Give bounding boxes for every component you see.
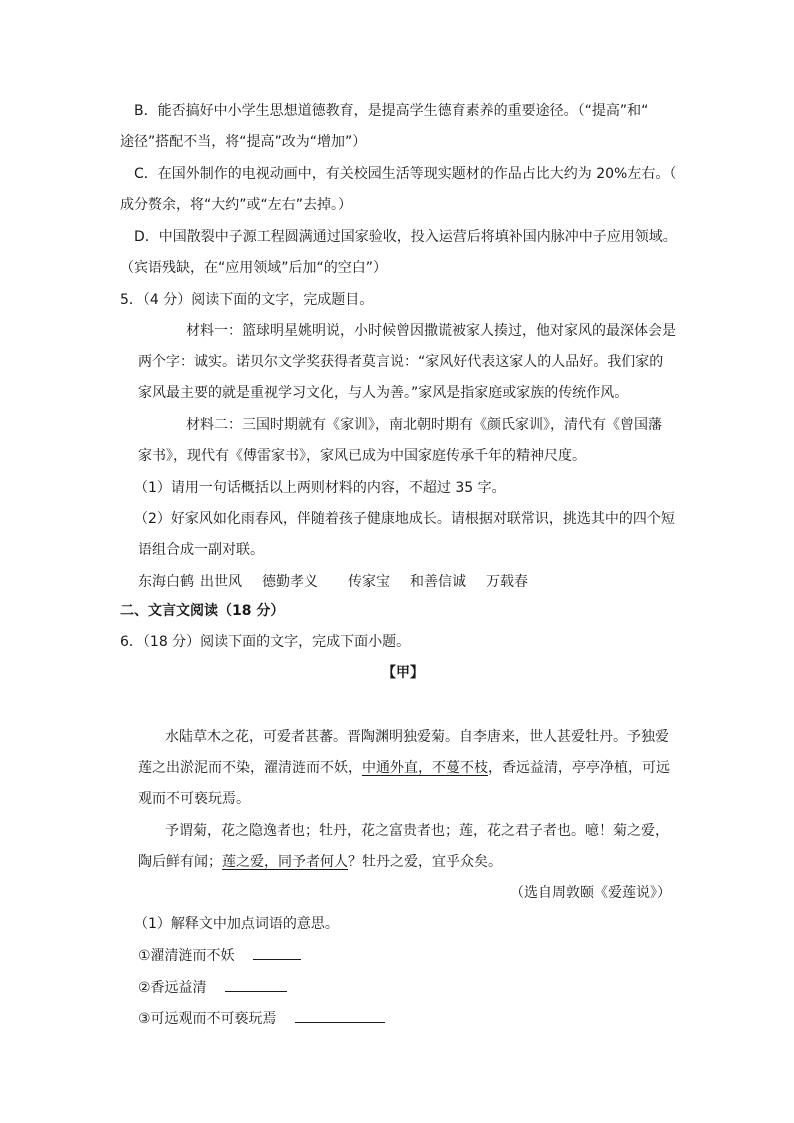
q5-sub1: （1）请用一句话概括以上两则材料的内容，不超过 35 字。: [134, 480, 506, 496]
q5-sub2-line1: （2）好家风如化雨春风，伴随着孩子健康地成长。请根据对联常识，挑选其中的四个短: [134, 511, 675, 527]
phrase-6: 万载春: [486, 574, 528, 590]
q6-item-2-text: ②香远益清: [138, 980, 207, 996]
q6-item-3: [138, 1008, 385, 1029]
q6-item-2: [138, 977, 287, 998]
answer-blank-2[interactable]: [225, 977, 287, 992]
passage-p2-line2-b: ？牡丹之爱，宜乎众矣。: [348, 854, 502, 870]
passage-p2-line2-a: 陶后鲜有闻；: [138, 854, 222, 870]
material-1-line2: 两个字：诚实。诺贝尔文学奖获得者莫言说：“家风好代表这家人的人品好。我们家的: [138, 354, 664, 370]
phrase-4: 传家宝: [348, 574, 390, 590]
passage-p2-line1: 予谓菊，花之隐逸者也；牡丹，花之富贵者也；莲，花之君子者也。噫！菊之爱，: [165, 823, 669, 839]
answer-blank-3[interactable]: [295, 1008, 385, 1023]
material-1-line1: 材料一：篮球明星姚明说，小时候曾因撒谎被家人揍过，他对家风的最深体会是: [186, 323, 676, 339]
passage-p1-line3: 观而不可亵玩焉。: [138, 791, 250, 807]
phrase-1: 东海白鹤: [138, 574, 194, 590]
passage-jia-label: 【甲】: [382, 665, 424, 681]
q6-item-1: [138, 945, 301, 966]
material-2-line2: 家书》，现代有《傅雷家书》，家风已成为中国家庭传承千年的精神尺度。: [138, 448, 586, 464]
phrase-3: 德勤孝义: [262, 574, 318, 590]
underlined-phrase-1: 中通外直，不蔓不枝: [362, 760, 488, 776]
passage-p1-line2-b: ，香远益清，亭亭净植，可远: [488, 760, 670, 776]
question-5-stem: 5．（4 分）阅读下面的文字，完成题目。: [120, 292, 374, 308]
option-b-line1: B．能否搞好中小学生思想道德教育，是提高学生德育素养的重要途径。（“提高”和“: [134, 103, 649, 119]
question-6-stem: 6．（18 分）阅读下面的文字，完成下面小题。: [120, 634, 411, 650]
passage-p1-line2: [138, 758, 670, 778]
option-d-line2: （宾语残缺，在“应用领域”后加“的空白”）: [120, 260, 388, 276]
option-d-line1: D．中国散裂中子源工程圆满通过国家验收，投入运营后将填补国内脉冲中子应用领域。: [134, 229, 677, 245]
underlined-phrase-2: 莲之爱，同予者何人: [222, 854, 348, 870]
passage-p1-line2-a: 莲之出淤泥而不染，濯清涟而不妖，: [138, 760, 362, 776]
q6-sub1: （1）解释文中加点词语的意思。: [134, 916, 339, 932]
answer-blank-1[interactable]: [253, 945, 301, 960]
option-c-line2: 成分赘余，将“大约”或“左右”去掉。）: [120, 197, 353, 213]
q6-item-3-text: ③可远观而不可亵玩焉: [138, 1011, 277, 1027]
q5-sub2-line2: 语组合成一副对联。: [138, 542, 264, 558]
phrase-2: 出世风: [200, 574, 242, 590]
material-2-line1: 材料二：三国时期就有《家训》，南北朝时期有《颜氏家训》，清代有《曾国藩: [186, 417, 662, 433]
section-2-heading: 二、文言文阅读（18 分）: [120, 603, 285, 619]
q6-item-1-text: ①濯清涟而不妖: [138, 948, 235, 964]
passage-source: （选自周敦颐《爱莲说》）: [510, 885, 671, 901]
phrase-5: 和善信诚: [410, 574, 466, 590]
passage-p1-line1: 水陆草木之花，可爱者甚蕃。晋陶渊明独爱菊。自李唐来，世人甚爱牡丹。予独爱: [165, 729, 669, 745]
material-1-line3: 家风最主要的就是重视学习文化，与人为善。”家风是指家庭或家族的传统作风。: [138, 385, 629, 401]
option-b-line2: 途径”搭配不当，将“提高”改为“增加”）: [120, 134, 367, 150]
passage-p2-line2: [138, 852, 502, 872]
option-c-line1: C．在国外制作的电视动画中，有关校园生活等现实题材的作品占比大约为 20%左右。（: [134, 166, 677, 182]
